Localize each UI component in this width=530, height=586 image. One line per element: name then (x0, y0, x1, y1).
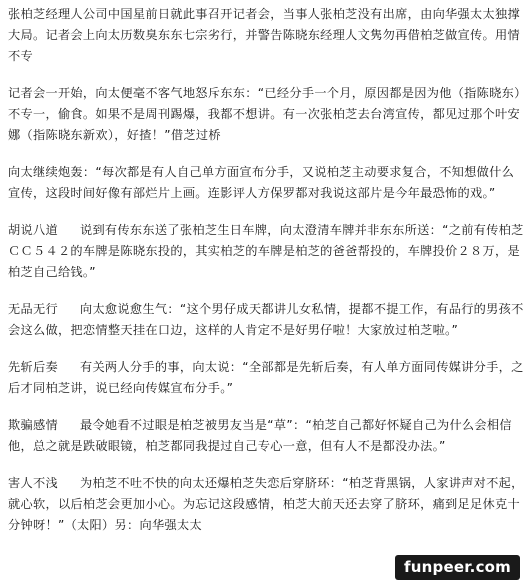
paragraph-5 (8, 357, 524, 399)
paragraph-text: 记者会一开始，向太便毫不客气地怒斥东东：“已经分手一个月，原因都是因为他（指陈晓东）不专一，偷食。如果不是周刊踢爆，我都不想讲。有一次张柏芝去台湾宣传，都见过那个叶安娜（指陈晓东新欢），好揸！”借芝过桥 (8, 86, 521, 142)
paragraph-tag: 胡说八道 (8, 223, 58, 237)
paragraph-text: 为柏芝不吐不快的向太还爆柏芝失恋后穿脐环：“柏芝背黑锅，人家讲声对不起，就心软，以后柏芝会更加小心。为忘记这段感情，柏芝大前天还去穿了脐环，痛到足足休克十分钟呀！”（太阳）另：向华强太太 (8, 476, 524, 532)
paragraph-tag: 害人不浅 (8, 476, 58, 490)
paragraph-tag: 先斩后奏 (8, 360, 58, 374)
paragraph-text: 最令她看不过眼是柏芝被男友当是“草”：“柏芝自己都好怀疑自己为什么会相信他，总之就是跌破眼镜，柏芝都同我提过自己专心一意，但有人不是都没办法。” (8, 418, 512, 453)
paragraph-text: 向太继续炮轰：“每次都是有人自己单方面宣布分手，又说柏芝主动要求复合，不知想做什么宣传，这段时间好像有部烂片上画。连影评人方保罗都对我说这部片是今年最恐怖的戏。” (8, 165, 515, 200)
paragraph-tag: 欺骗感情 (8, 418, 58, 432)
paragraph-6 (8, 415, 524, 457)
paragraph-intro (8, 4, 524, 67)
paragraph-tag: 无品无行 (8, 302, 58, 316)
paragraph-7 (8, 473, 524, 536)
paragraph-2 (8, 162, 524, 204)
paragraph-text: 张柏芝经理人公司中国星前日就此事召开记者会，当事人张柏芝没有出席，由向华强太太独撑大局。记者会上向太历数臭东东七宗劣行，并警告陈晓东经理人文隽勿再借柏芝做宣传。用情不专 (8, 7, 520, 63)
article-body (8, 4, 524, 536)
paragraph-3 (8, 220, 524, 283)
paragraph-text: 向太愈说愈生气：“这个男仔成天都讲儿女私情，提都不提工作，有品行的男孩不会这么做，把恋情整天挂在口边，这样的人肯定不是好男仔啦！大家放过柏芝啦。” (8, 302, 524, 337)
paragraph-text: 说到有传东东送了张柏芝生日车牌，向太澄清车牌并非东东所送：“之前有传柏芝ＣＣ５４２的车牌是陈晓东投的，其实柏芝的车牌是柏芝的爸爸帮投的，车牌投价２８万，是柏芝自己给钱。” (8, 223, 524, 279)
paragraph-text: 有关两人分手的事，向太说：“全部都是先斩后奏，有人单方面同传媒讲分手，之后才同柏芝讲，说已经向传媒宣布分手。” (8, 360, 524, 395)
paragraph-4 (8, 299, 524, 341)
watermark-logo: funpeer.com (395, 555, 520, 580)
paragraph-1 (8, 83, 524, 146)
